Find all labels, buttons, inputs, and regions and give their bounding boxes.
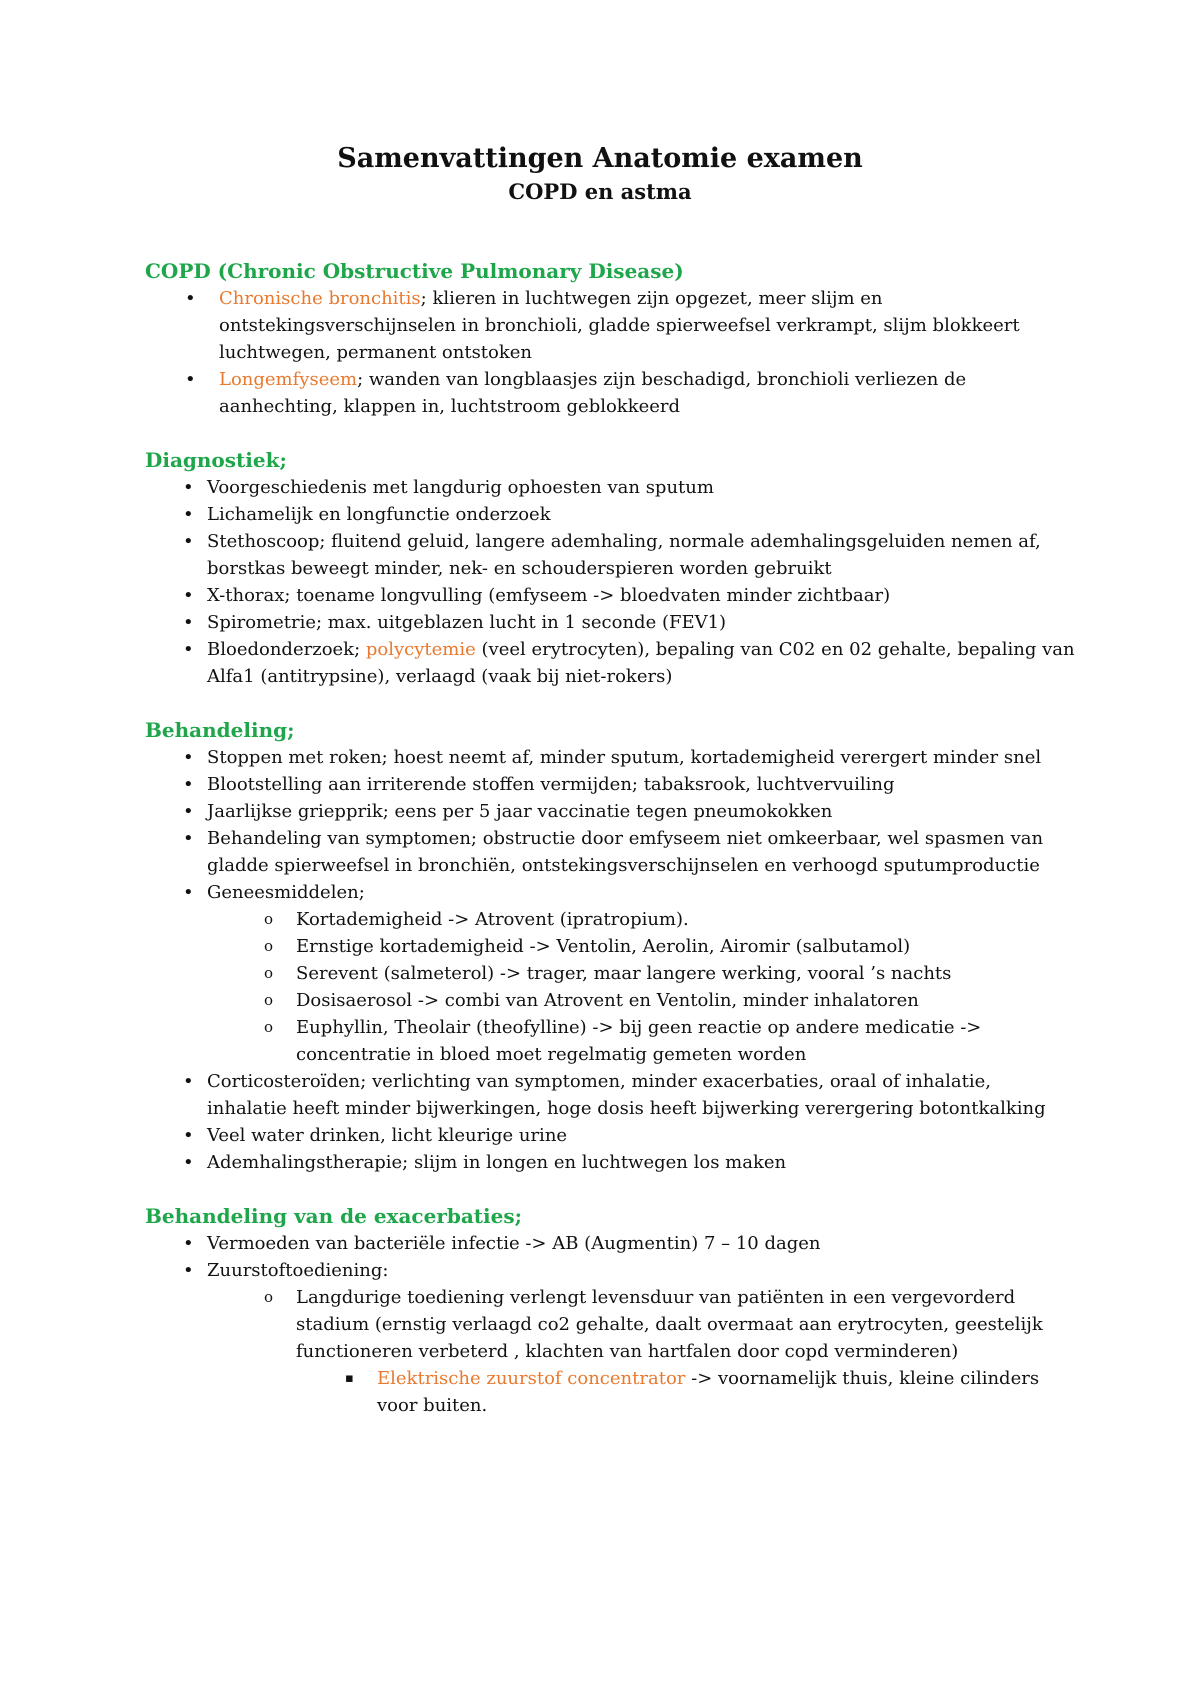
section-heading-behandeling: Behandeling; <box>145 718 295 742</box>
list-item: • Jaarlijkse griepprik; eens per 5 jaar vaccinatie tegen pneumokokken <box>145 798 1075 825</box>
term-polycytemie: polycytemie <box>365 639 476 660</box>
section-copd <box>145 258 1075 420</box>
list-item: • Zuurstoftoediening: o Langdurige toediening verlengt levensduur van patiënten in een vergevorderd stadium (ernstig verlaagd co2 gehalte, daalt overmaat aan erytrocyten, geestelijk functioneren verbeterd , klachten van hartfalen door copd verminderen) ▪ Elektrische zuurstof concentrator -> voornamelijk thuis, kleine cilinders voor buiten. <box>145 1257 1075 1419</box>
list-item: • Behandeling van symptomen; obstructie door emfyseem niet omkeerbaar, wel spasmen van gladde spierweefsel in bronchiën, ontstekingsverschijnselen en verhoogd sputumproductie <box>145 825 1075 879</box>
list-item: • Blootstelling aan irriterende stoffen vermijden; tabaksrook, luchtvervuiling <box>145 771 1075 798</box>
sub-sub-list-item: ▪ Elektrische zuurstof concentrator -> voornamelijk thuis, kleine cilinders voor buiten. <box>145 1365 1075 1419</box>
document-content <box>145 258 1075 1446</box>
list-item: • Ademhalingstherapie; slijm in longen en luchtwegen los maken <box>145 1149 1075 1176</box>
term-chronische-bronchitis: Chronische bronchitis <box>219 288 421 309</box>
section-behandeling <box>145 717 1075 1176</box>
sub-list-item: o Euphyllin, Theolair (theofylline) -> bij geen reactie op andere medicatie -> concentratie in bloed moet regelmatig gemeten worden <box>145 1014 1075 1068</box>
list-item: • Stethoscoop; fluitend geluid, langere ademhaling, normale ademhalingsgeluiden nemen af, borstkas beweegt minder, nek- en schouderspieren worden gebruikt <box>145 528 1075 582</box>
list-item: • Stoppen met roken; hoest neemt af, minder sputum, kortademigheid verergert minder snel <box>145 744 1075 771</box>
sub-list-item: o Ernstige kortademigheid -> Ventolin, Aerolin, Airomir (salbutamol) <box>145 933 1075 960</box>
list-item: • X-thorax; toename longvulling (emfyseem -> bloedvaten minder zichtbaar) <box>145 582 1075 609</box>
term-longemfyseem: Longemfyseem <box>219 369 358 390</box>
section-heading-exacerbaties: Behandeling van de exacerbaties; <box>145 1204 523 1228</box>
list-item: • Lichamelijk en longfunctie onderzoek <box>145 501 1075 528</box>
list-item: • Geneesmiddelen; o Kortademigheid -> Atrovent (ipratropium). o Ernstige kortademigheid -> Ventolin, Aerolin, Airomir (salbutamol) o Serevent (salmeterol) -> trager, maar langere werking, vooral ’s nachts o Dosisaerosol -> combi van Atrovent en Ventolin, minder inhalatoren o Euphyllin, Theolair (theofylline) -> bij geen reactie op andere medicatie -> concentratie in bloed moet regelmatig gemeten worden <box>145 879 1075 1068</box>
section-exacerbaties <box>145 1203 1075 1419</box>
sub-list-item: o Serevent (salmeterol) -> trager, maar langere werking, vooral ’s nachts <box>145 960 1075 987</box>
list-item: • Longemfyseem; wanden van longblaasjes zijn beschadigd, bronchioli verliezen de aanhechting, klappen in, luchtstroom geblokkeerd <box>145 366 1075 420</box>
list-item: • Vermoeden van bacteriële infectie -> AB (Augmentin) 7 – 10 dagen <box>145 1230 1075 1257</box>
sub-list-item: o Kortademigheid -> Atrovent (ipratropium). <box>145 906 1075 933</box>
list-item: • Veel water drinken, licht kleurige urine <box>145 1122 1075 1149</box>
section-heading-copd: COPD (Chronic Obstructive Pulmonary Disease) <box>145 259 684 283</box>
sub-list-item: o Dosisaerosol -> combi van Atrovent en Ventolin, minder inhalatoren <box>145 987 1075 1014</box>
list-item: • Spirometrie; max. uitgeblazen lucht in 1 seconde (FEV1) <box>145 609 1075 636</box>
section-diagnostiek <box>145 447 1075 690</box>
list-item: • Bloedonderzoek; polycytemie (veel erytrocyten), bepaling van C02 en 02 gehalte, bepaling van Alfa1 (antitrypsine), verlaagd (vaak bij niet-rokers) <box>145 636 1075 690</box>
page-subtitle: COPD en astma <box>508 179 692 204</box>
sub-list-item: o Langdurige toediening verlengt levensduur van patiënten in een vergevorderd stadium (ernstig verlaagd co2 gehalte, daalt overmaat aan erytrocyten, geestelijk functioneren verbeterd , klachten van hartfalen door copd verminderen) ▪ Elektrische zuurstof concentrator -> voornamelijk thuis, kleine cilinders voor buiten. <box>145 1284 1075 1419</box>
term-elektrische-zuurstof-concentrator: Elektrische zuurstof concentrator <box>377 1368 686 1389</box>
list-item: • Corticosteroïden; verlichting van symptomen, minder exacerbaties, oraal of inhalatie, inhalatie heeft minder bijwerkingen, hoge dosis heeft bijwerking verergering botontkalking <box>145 1068 1075 1122</box>
section-heading-diagnostiek: Diagnostiek; <box>145 448 287 472</box>
list-item: • Chronische bronchitis; klieren in luchtwegen zijn opgezet, meer slijm en ontstekingsverschijnselen in bronchioli, gladde spierweefsel verkrampt, slijm blokkeert luchtwegen, permanent ontstoken <box>145 285 1075 366</box>
list-item: • Voorgeschiedenis met langdurig ophoesten van sputum <box>145 474 1075 501</box>
page-title: Samenvattingen Anatomie examen <box>337 143 863 174</box>
